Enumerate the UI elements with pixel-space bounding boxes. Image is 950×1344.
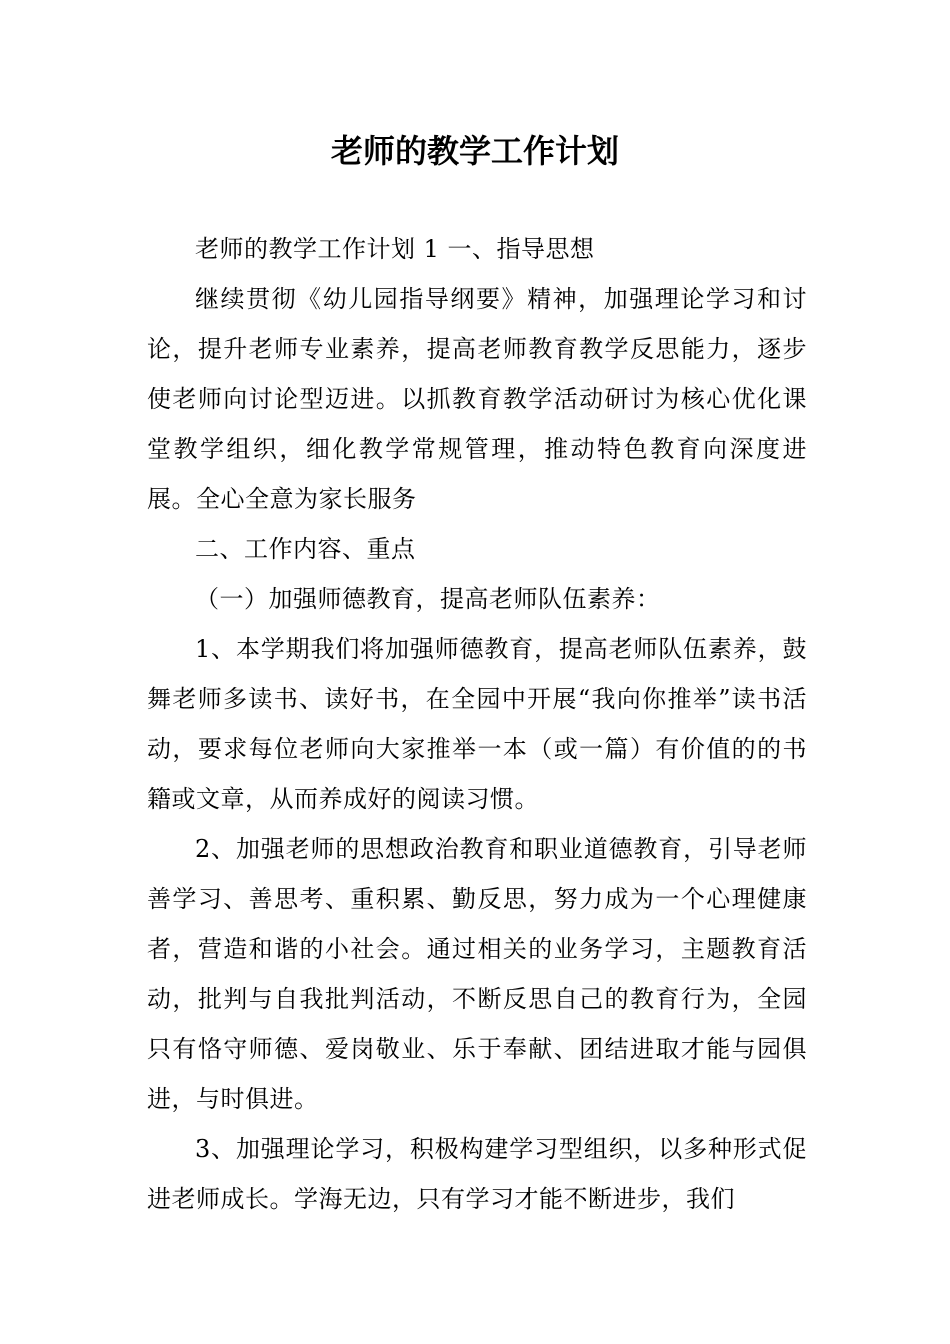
document-title: 老师的教学工作计划 (330, 132, 619, 170)
paragraph-item-1: 1、本学期我们将加强师德教育，提高老师队伍素养，鼓舞老师多读书、读好书，在全园中开展“我向你推举”读书活动，要求每位老师向大家推举一本（或一篇）有价值的的书籍或文章，从而养成好的阅读习惯。 (147, 635, 807, 813)
paragraph-heading-guiding-thought: 老师的教学工作计划 1 一、指导思想 (195, 235, 595, 263)
paragraph-heading-work-content: 二、工作内容、重点 (195, 535, 416, 563)
paragraph-guiding-thought: 继续贯彻《幼儿园指导纲要》精神，加强理论学习和讨论，提升老师专业素养，提高老师教育教学反思能力，逐步使老师向讨论型迈进。以抓教育教学活动研讨为核心优化课堂教学组织，细化教学常规管理，推动特色教育向深度进展。全心全意为家长服务 (147, 285, 807, 513)
document-body (147, 224, 807, 1224)
paragraph-item-3: 3、加强理论学习，积极构建学习型组织，以多种形式促进老师成长。学海无边，只有学习才能不断进步，我们 (147, 1135, 807, 1213)
paragraph-item-2: 2、加强老师的思想政治教育和职业道德教育，引导老师善学习、善思考、重积累、勤反思，努力成为一个心理健康者，营造和谐的小社会。通过相关的业务学习，主题教育活动，批判与自我批判活动，不断反思自己的教育行为，全园只有恪守师德、爱岗敬业、乐于奉献、团结进取才能与园俱进，与时俱进。 (147, 835, 807, 1113)
paragraph-subheading-ethics: （一）加强师德教育，提高老师队伍素养： (195, 585, 661, 613)
